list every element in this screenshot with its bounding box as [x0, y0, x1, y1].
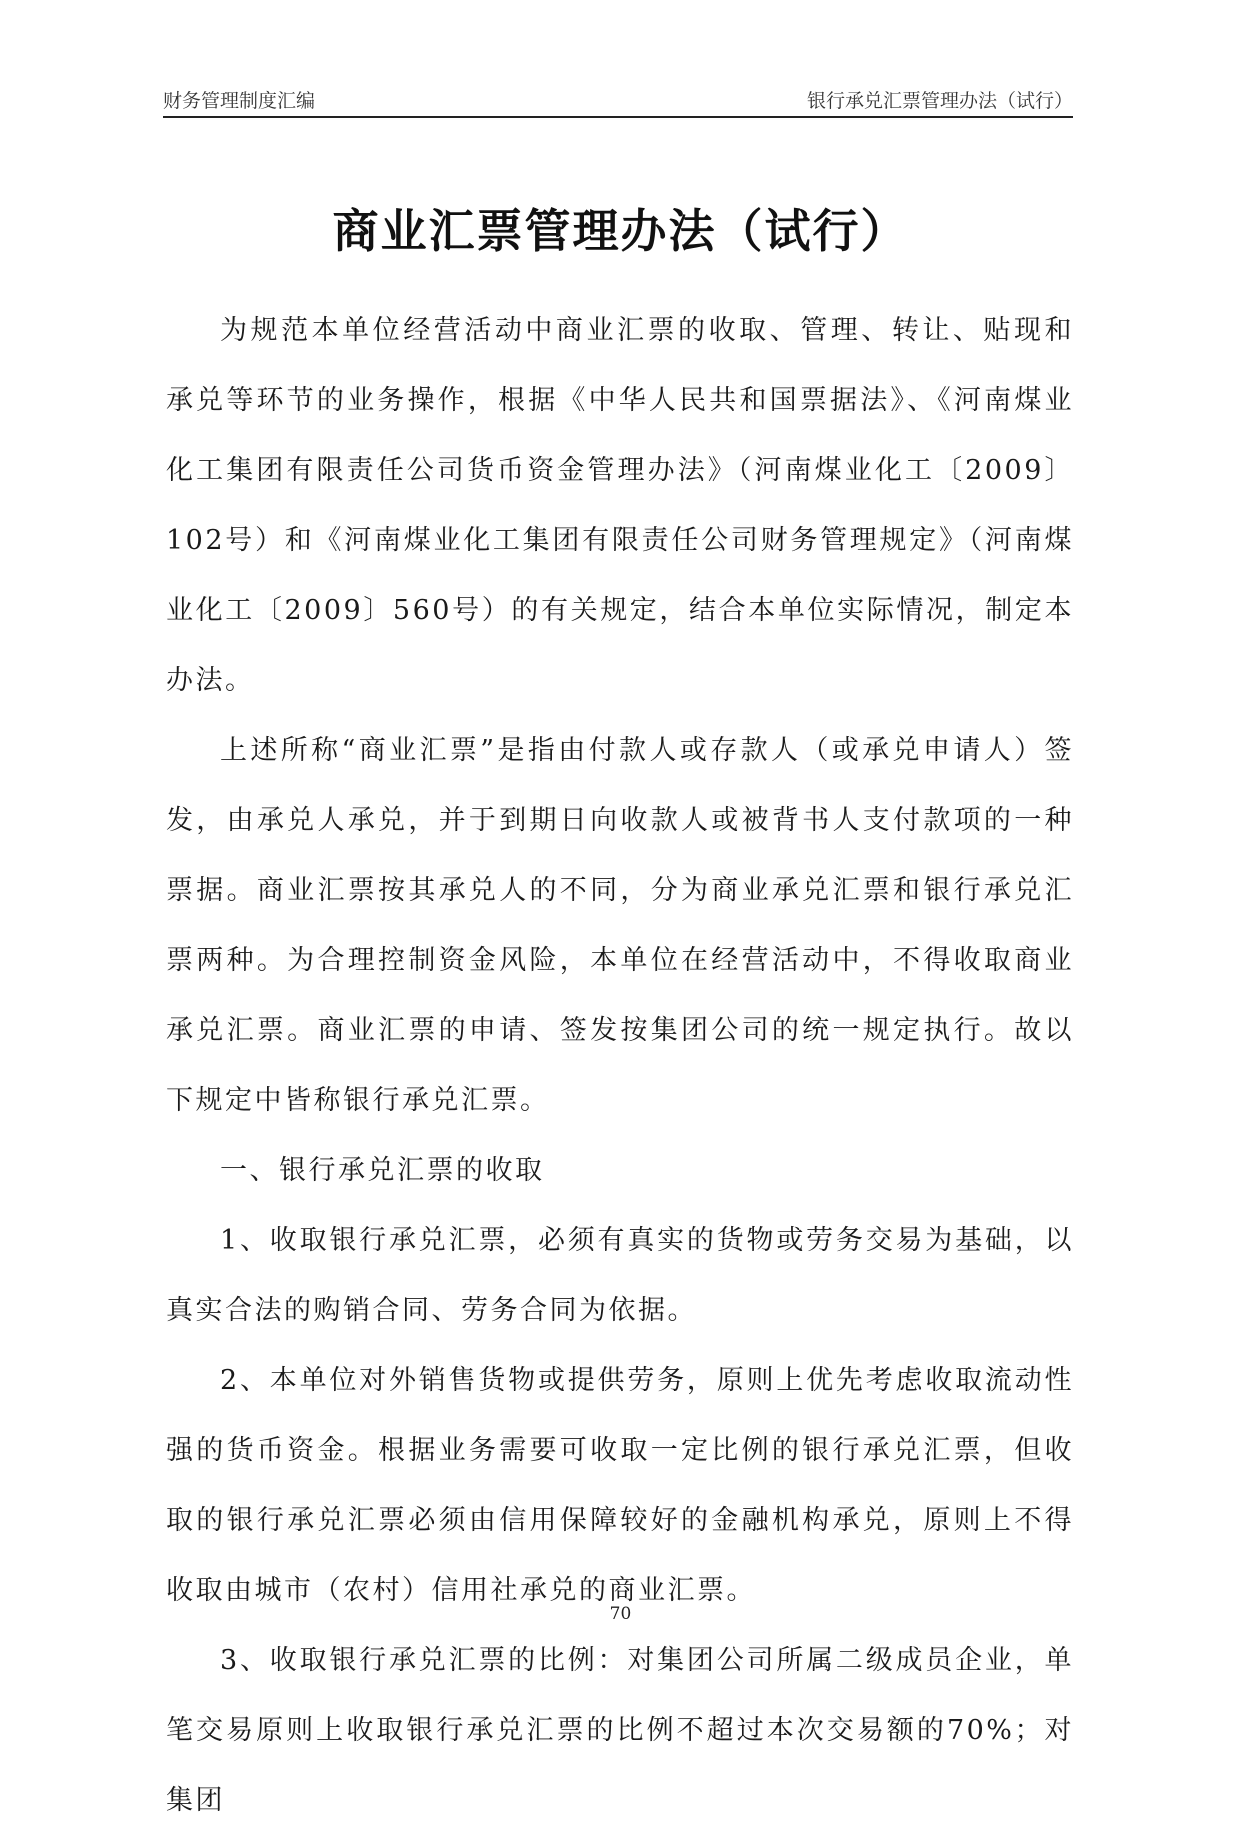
document-title: 商业汇票管理办法（试行） [332, 204, 909, 258]
header-right: 银行承兑汇票管理办法（试行） [806, 90, 1073, 112]
paragraph: 为规范本单位经营活动中商业汇票的收取、管理、转让、贴现和承兑等环节的业务操作，根据《中华人民共和国票据法》、《河南煤业化工集团有限责任公司货币资金管理办法》（河南煤业化工〔2009〕102号）和《河南煤业化工集团有限责任公司财务管理规定》（河南煤业化工〔2009〕560号）的有关规定，结合本单位实际情况，制定本办法。 [166, 315, 1074, 696]
paragraph: 上述所称“商业汇票”是指由付款人或存款人（或承兑申请人）签发，由承兑人承兑，并于到期日向收款人或被背书人支付款项的一种票据。商业汇票按其承兑人的不同，分为商业承兑汇票和银行承兑汇票两种。为合理控制资金风险，本单位在经营活动中，不得收取商业承兑汇票。商业汇票的申请、签发按集团公司的统一规定执行。故以下规定中皆称银行承兑汇票。 [166, 735, 1074, 1116]
paragraph: 2、本单位对外销售货物或提供劳务，原则上优先考虑收取流动性强的货币资金。根据业务需要可收取一定比例的银行承兑汇票，但收取的银行承兑汇票必须由信用保障较好的金融机构承兑，原则上不得收取由城市（农村）信用社承兑的商业汇票。 [166, 1365, 1074, 1606]
header-left: 财务管理制度汇编 [163, 90, 316, 112]
page-number: 70 [609, 1604, 632, 1624]
running-header [163, 84, 1073, 118]
paragraph: 1、收取银行承兑汇票，必须有真实的货物或劳务交易为基础，以真实合法的购销合同、劳务合同为依据。 [166, 1225, 1074, 1326]
section-heading: 一、银行承兑汇票的收取 [220, 1155, 545, 1186]
paragraph: 3、收取银行承兑汇票的比例：对集团公司所属二级成员企业，单笔交易原则上收取银行承兑汇票的比例不超过本次交易额的70%；对集团 [166, 1645, 1074, 1816]
